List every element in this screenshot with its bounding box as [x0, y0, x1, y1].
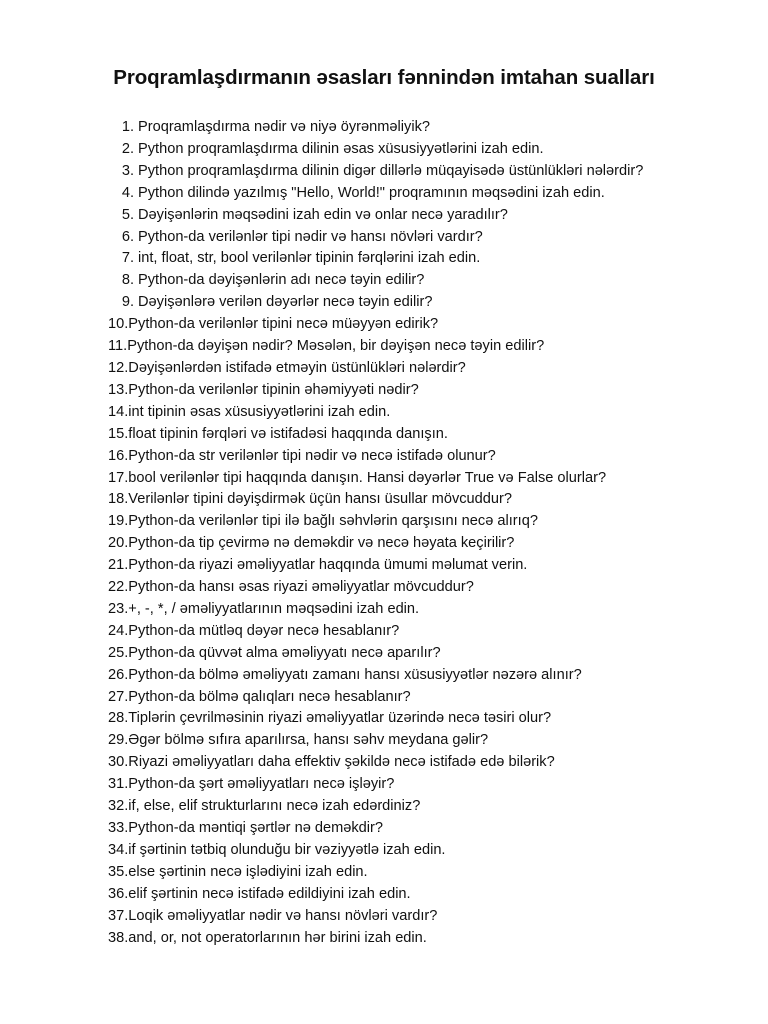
question-number: 16. [108, 447, 129, 464]
question-number: 9. [121, 294, 134, 311]
question-text: Loqik əməliyyatlar nədir və hansı növləri vardır? [128, 907, 438, 924]
question-text: Python-da qüvvət alma əməliyyatı necə aparılır? [128, 644, 441, 661]
question-text: Python-da riyazi əməliyyatlar haqqında ümumi məlumat verin. [128, 557, 528, 574]
question-text: Python-da şərt əməliyyatları necə işləyir? [128, 776, 395, 793]
question-number: 36. [108, 885, 129, 902]
list-item [108, 292, 668, 314]
list-item [108, 380, 668, 402]
question-text: Python dilində yazılmış "Hello, World!" proqramının məqsədini izah edin. [138, 184, 605, 201]
question-text: Python-da dəyişənlərin adı necə təyin edilir? [138, 272, 425, 289]
question-number: 5. [121, 206, 134, 223]
list-item [108, 687, 668, 709]
question-text: bool verilənlər tipi haqqında danışın. Hansi dəyərlər True və False olurlar? [128, 469, 607, 486]
list-item [108, 205, 668, 227]
question-number: 17. [108, 469, 129, 486]
question-text: Tiplərin çevrilməsinin riyazi əməliyyatlar üzərində necə təsiri olur? [128, 710, 552, 727]
list-item [108, 928, 668, 950]
question-number: 6. [121, 228, 134, 245]
list-item [108, 533, 668, 555]
list-item [108, 183, 668, 205]
list-item [108, 270, 668, 292]
question-text: Python-da tip çevirmə nə deməkdir və necə həyata keçirilir? [128, 535, 515, 552]
question-text: Verilənlər tipini dəyişdirmək üçün hansı üsullar mövcuddur? [128, 491, 512, 508]
list-item [108, 489, 668, 511]
list-item [108, 796, 668, 818]
list-item [108, 577, 668, 599]
list-item [108, 906, 668, 928]
question-number: 11. [108, 338, 128, 355]
list-item [108, 752, 668, 774]
question-number: 12. [108, 359, 129, 376]
list-item [108, 862, 668, 884]
question-number: 7. [121, 250, 134, 267]
question-text: elif şərtinin necə istifadə edildiyini izah edin. [128, 885, 411, 902]
list-item [108, 336, 668, 358]
question-number: 20. [108, 535, 129, 552]
list-item [108, 248, 668, 270]
question-text: else şərtinin necə işlədiyini izah edin. [128, 863, 368, 880]
question-text: int, float, str, bool verilənlər tipinin fərqlərini izah edin. [138, 250, 481, 267]
list-item [108, 161, 668, 183]
question-number: 32. [108, 798, 129, 815]
list-item [108, 511, 668, 533]
list-item [108, 840, 668, 862]
question-text: Dəyişənlərdən istifadə etməyin üstünlükləri nələrdir? [128, 359, 466, 376]
question-text: +, -, *, / əməliyyatlarının məqsədini izah edin. [128, 600, 420, 617]
question-number: 38. [108, 929, 129, 946]
list-item [108, 818, 668, 840]
question-number: 30. [108, 754, 129, 771]
question-text: Python-da verilənlər tipini necə müəyyən edirik? [128, 316, 439, 333]
question-text: Dəyişənlərin məqsədini izah edin və onlar necə yaradılır? [138, 206, 508, 223]
question-text: Python proqramlaşdırma dilinin digər dillərlə müqayisədə üstünlükləri nələrdir? [138, 162, 644, 179]
question-number: 15. [108, 425, 129, 442]
list-item [108, 555, 668, 577]
list-item [108, 139, 668, 161]
question-number: 2. [121, 140, 134, 157]
question-number: 24. [108, 622, 129, 639]
list-item [108, 884, 668, 906]
list-item [108, 774, 668, 796]
list-item [108, 708, 668, 730]
list-item [108, 446, 668, 468]
question-text: if şərtinin tətbiq olunduğu bir vəziyyətlə izah edin. [128, 841, 446, 858]
list-item [108, 468, 668, 490]
list-item [108, 227, 668, 249]
question-number: 26. [108, 666, 129, 683]
question-number: 27. [108, 688, 129, 705]
list-item [108, 402, 668, 424]
question-number: 29. [108, 732, 129, 749]
list-item [108, 117, 668, 139]
question-number: 22. [108, 579, 129, 596]
question-number: 23. [108, 600, 129, 617]
question-text: Riyazi əməliyyatları daha effektiv şəkildə necə istifadə edə bilərik? [128, 754, 555, 771]
question-text: Python-da verilənlər tipi ilə bağlı səhvlərin qarşısını necə alırıq? [128, 513, 538, 530]
question-text: Python-da str verilənlər tipi nədir və necə istifadə olunur? [128, 447, 496, 464]
question-text: Python-da bölmə qalıqları necə hesablanır? [128, 688, 411, 705]
question-number: 13. [108, 381, 129, 398]
question-number: 35. [108, 863, 129, 880]
question-number: 37. [108, 907, 129, 924]
list-item [108, 665, 668, 687]
question-text: Python-da verilənlər tipi nədir və hansı növləri vardır? [138, 228, 483, 245]
list-item [108, 643, 668, 665]
question-number: 28. [108, 710, 129, 727]
question-number: 31. [108, 776, 129, 793]
question-text: Python-da mütləq dəyər necə hesablanır? [128, 622, 400, 639]
list-item [108, 358, 668, 380]
question-text: and, or, not operatorlarının hər birini izah edin. [128, 929, 427, 946]
question-number: 21. [108, 557, 129, 574]
question-number: 34. [108, 841, 129, 858]
question-number: 10. [108, 316, 129, 333]
question-text: Python-da hansı əsas riyazi əməliyyatlar mövcuddur? [128, 579, 474, 596]
question-number: 33. [108, 820, 129, 836]
question-text: Əgər bölmə sıfıra aparılırsa, hansı səhv meydana gəlir? [128, 732, 489, 749]
page-title: Proqramlaşdırmanın əsasları fənnindən imtahan sualları [113, 66, 655, 89]
question-text: Python-da bölmə əməliyyatı zamanı hansı xüsusiyyətlər nəzərə alınır? [128, 666, 582, 683]
question-number: 1. [121, 119, 134, 135]
question-number: 18. [108, 491, 129, 508]
question-text: Proqramlaşdırma nədir və niyə öyrənməliyik? [138, 119, 430, 135]
list-item [108, 599, 668, 621]
question-text: Dəyişənlərə verilən dəyərlər necə təyin edilir? [138, 294, 433, 311]
question-list [108, 117, 668, 949]
question-text: Python-da dəyişən nədir? Məsələn, bir dəyişən necə təyin edilir? [127, 338, 545, 355]
question-number: 25. [108, 644, 129, 661]
list-item [108, 424, 668, 446]
list-item [108, 621, 668, 643]
list-item [108, 314, 668, 336]
question-text: if, else, elif strukturlarını necə izah edərdiniz? [128, 798, 421, 815]
question-number: 3. [121, 162, 134, 179]
question-number: 8. [121, 272, 134, 289]
question-text: int tipinin əsas xüsusiyyətlərini izah edin. [128, 403, 391, 420]
question-text: float tipinin fərqləri və istifadəsi haqqında danışın. [128, 425, 448, 442]
question-number: 19. [108, 513, 129, 530]
question-number: 4. [121, 184, 134, 201]
question-text: Python proqramlaşdırma dilinin əsas xüsusiyyətlərini izah edin. [138, 140, 544, 157]
question-text: Python-da verilənlər tipinin əhəmiyyəti nədir? [128, 381, 419, 398]
question-number: 14. [108, 403, 129, 420]
list-item [108, 730, 668, 752]
question-text: Python-da məntiqi şərtlər nə deməkdir? [128, 820, 384, 836]
